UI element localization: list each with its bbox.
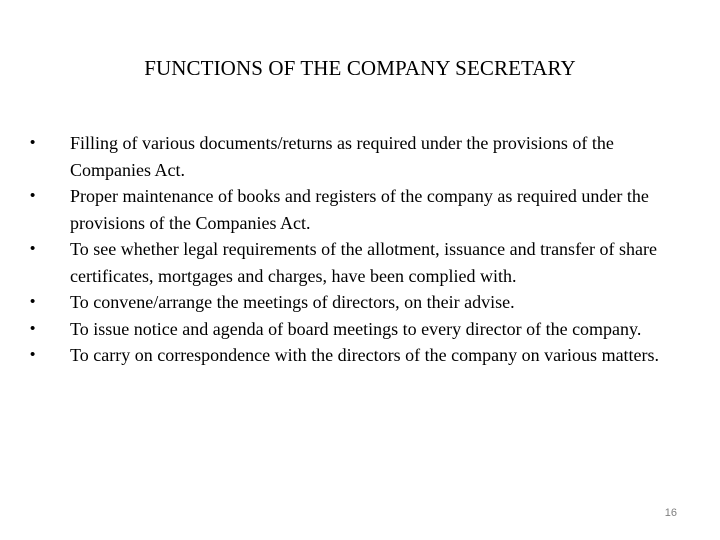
bullet-text: Filling of various documents/returns as required under the provisions of the Companies Act. [70, 133, 614, 180]
bullet-item [30, 342, 690, 369]
slide-title: FUNCTIONS OF THE COMPANY SECRETARY [144, 56, 576, 80]
bullet-item [30, 316, 690, 343]
bullet-item [30, 289, 690, 316]
bullet-text: To convene/arrange the meetings of directors, on their advise. [70, 292, 515, 312]
bullet-icon: • [30, 187, 36, 204]
bullet-item [30, 236, 690, 289]
bullet-text: To carry on correspondence with the directors of the company on various matters. [70, 345, 660, 365]
bullet-item [30, 130, 690, 183]
bullet-list [30, 130, 690, 369]
bullet-icon: • [30, 293, 36, 310]
bullet-icon: • [30, 134, 36, 151]
bullet-text: To see whether legal requirements of the allotment, issuance and transfer of share certificates, mortgages and charges, have been complied with. [70, 239, 658, 286]
bullet-text: To issue notice and agenda of board meetings to every director of the company. [70, 318, 642, 339]
bullet-item [30, 183, 690, 236]
bullet-icon: • [30, 240, 36, 257]
bullet-icon: • [30, 319, 36, 337]
bullet-text: Proper maintenance of books and registers of the company as required under the provisions of the Companies Act. [70, 186, 649, 233]
bullet-icon: • [30, 346, 36, 363]
page-number: 16 [664, 507, 677, 519]
